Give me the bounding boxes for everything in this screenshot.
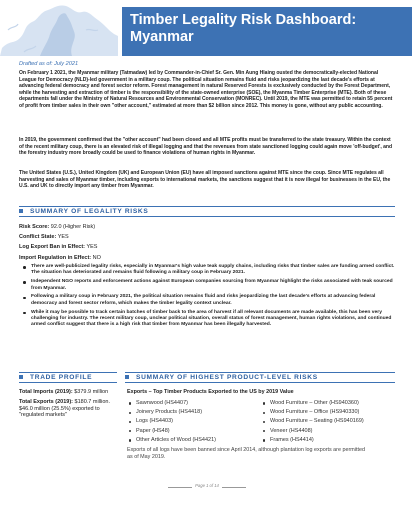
section-marker-icon bbox=[125, 375, 129, 379]
footer-divider bbox=[222, 487, 246, 488]
total-exports-label: Total Exports (2019): bbox=[19, 399, 73, 406]
conflict-state-value: YES bbox=[57, 234, 69, 240]
product-label: Wood Furniture – Other (HS940360) bbox=[270, 400, 359, 406]
bullet-text: There are well-publicized legality risks, especially in Myanmar's high value teak supply chains, including risks that timber sales are funding armed conflict. The situation has deteriorated and remains fluid following a military coup in February 2021. bbox=[31, 264, 395, 276]
legality-section-header bbox=[19, 206, 395, 217]
bullet-icon bbox=[263, 402, 265, 404]
products-column-2 bbox=[263, 399, 398, 445]
total-exports bbox=[19, 399, 119, 419]
list-item bbox=[263, 436, 398, 445]
list-item bbox=[23, 310, 395, 329]
log-export-ban bbox=[19, 244, 97, 250]
legality-section-title: SUMMARY OF LEGALITY RISKS bbox=[30, 208, 149, 215]
bullet-text: Independent NGO reports and enforcement actions against European companies sourcing from Myanmar highlight the risks associated with teak sourced from Myanmar. bbox=[31, 279, 393, 291]
risk-score-value: 92.0 (Higher Risk) bbox=[50, 224, 96, 230]
products-heading: Exports – Top Timber Products Exported to the US by 2019 Value bbox=[127, 389, 294, 395]
list-item bbox=[263, 399, 398, 408]
bullet-icon bbox=[263, 430, 265, 432]
bullet-icon bbox=[263, 439, 265, 441]
bullet-text: Following a military coup in February 2021, the political situation remains fluid and risks jeopardizing the last decade's efforts at advancing federal democracy and forest sector reform, which makes the timber legality context unclear. bbox=[31, 294, 376, 306]
product-label: Joinery Products (HS4418) bbox=[136, 409, 203, 416]
product-label: Wood Furniture – Office (HS940330) bbox=[270, 409, 360, 416]
trade-section-title: TRADE PROFILE bbox=[30, 374, 93, 381]
list-item bbox=[263, 408, 398, 417]
products-column-1 bbox=[129, 399, 263, 445]
log-export-ban-label: Log Export Ban in Effect: bbox=[19, 244, 85, 250]
product-label: Frames (HS4414) bbox=[270, 436, 314, 443]
list-item bbox=[129, 436, 263, 445]
bullet-icon bbox=[129, 430, 131, 432]
products-note: Exports of all logs have been banned since April 2014, although plantation log exports are permitted as of May 2019. bbox=[127, 447, 365, 460]
myanmar-map-graphic bbox=[0, 0, 118, 56]
list-item bbox=[129, 427, 263, 436]
product-label: Other Articles of Wood (HS4421) bbox=[136, 436, 216, 443]
trade-section-header bbox=[19, 372, 117, 383]
bullet-icon bbox=[23, 312, 26, 315]
bullet-icon bbox=[23, 297, 26, 300]
trade-profile bbox=[19, 389, 119, 422]
import-regulation-label: Import Regulation in Effect: bbox=[19, 255, 92, 261]
conflict-state bbox=[19, 234, 69, 240]
list-item bbox=[23, 294, 395, 307]
intro-paragraph-2: In 2019, the government confirmed that the "other account" had been closed and all MTE profits must be transferred to the state treasury. Within the context of the recent military coup, there is an elevated risk of illegal logging and that the revenues from state sanctioned logging could again move 'off-budget', and the forestry industry more broadly could be used to finance violations of human rights in Myanmar. bbox=[19, 137, 393, 157]
bullet-icon bbox=[129, 421, 131, 423]
list-item bbox=[263, 417, 398, 426]
total-imports-value: $379.9 million bbox=[74, 389, 109, 395]
list-item bbox=[129, 417, 263, 426]
import-regulation-value: NO bbox=[92, 255, 101, 261]
list-item bbox=[129, 399, 263, 408]
bullet-icon bbox=[129, 412, 131, 414]
list-item bbox=[23, 264, 395, 277]
page-number: Page 1 of 14 bbox=[195, 483, 219, 488]
total-imports-label: Total Imports (2019): bbox=[19, 389, 73, 395]
product-label: Paper (HS48) bbox=[136, 427, 170, 434]
legality-bullet-list bbox=[23, 264, 395, 331]
list-item bbox=[263, 427, 398, 436]
total-exports-value: $180.7 million. $46.0 million (25.5%) exported to "regulated markets" bbox=[19, 399, 110, 419]
risk-score bbox=[19, 224, 95, 230]
bullet-text: While it may be possible to track certain batches of timber back to the area of harvest if all relevant documents are made available, this has been very challenging for industry. The recent military coup, unclear political situation, overall status of forest management, human rights violations, and continued armed conflict suggest that there is a high risk that timber from Myanmar has been illegally harvested. bbox=[31, 309, 392, 328]
bullet-icon bbox=[23, 281, 26, 284]
title-band bbox=[122, 7, 412, 56]
bullet-icon bbox=[263, 421, 265, 423]
intro-paragraph-1: On February 1 2021, the Myanmar military (Tatmadaw) led by Commander-in-Chief Sr. Gen. Min Aung Hlaing ousted the democratically-elected National League for Democracy (NLD)-led government in a military coup. The political situation remains fluid and risks jeopardizing the last decade's efforts at advancing federal democracy and forest sector reform. Forest management in natural Reserved Forests is exclusively conducted by the Forest Department, while the harvesting and extraction of timber is the responsibility of the state-owned enterprise (SOE), the Myanma Timber Enterprise (MTE). Both of these departments fall under the Ministry of Natural Resources and Environmental Conservation (MONREC). Until 2019, the MTE was permitted to retain 55 percent of profit from timber sales in their own "other account," estimated at more than $2 billion since 2012. This money is gone, without any public accounting. bbox=[19, 70, 393, 109]
list-item bbox=[23, 279, 395, 292]
intro-paragraph-3: The United States (U.S.), United Kingdom (UK) and European Union (EU) have all imposed sanctions against MTE since the coup. Since MTE regulates all harvesting and sales of Myanmar timber, including exports to international markets, the sanctions suggest that it is now illegal for businesses in the EU, the U.S. and UK to directly import any timber from Myanmar. bbox=[19, 170, 391, 190]
risk-score-label: Risk Score: bbox=[19, 224, 50, 230]
total-imports bbox=[19, 389, 119, 396]
drafted-date: Drafted as of: July 2021 bbox=[19, 61, 79, 67]
product-label: Logs (HS4403) bbox=[136, 418, 173, 425]
products-section-title: SUMMARY OF HIGHEST PRODUCT-LEVEL RISKS bbox=[136, 374, 318, 381]
section-marker-icon bbox=[19, 375, 23, 379]
section-marker-icon bbox=[19, 209, 23, 213]
conflict-state-label: Conflict State: bbox=[19, 234, 57, 240]
import-regulation bbox=[19, 255, 101, 261]
bullet-icon bbox=[23, 266, 26, 269]
list-item bbox=[129, 408, 263, 417]
bullet-icon bbox=[129, 402, 131, 404]
products-section-header bbox=[125, 372, 395, 383]
product-label: Sawnwood (HS4407) bbox=[136, 400, 188, 406]
page-footer bbox=[0, 483, 412, 491]
log-export-ban-value: YES bbox=[86, 244, 98, 250]
bullet-icon bbox=[129, 439, 131, 441]
bullet-icon bbox=[263, 412, 265, 414]
page-header bbox=[0, 0, 412, 56]
footer-divider bbox=[168, 487, 192, 488]
product-label: Wood Furniture – Seating (HS940169) bbox=[270, 418, 364, 425]
product-label: Veneer (HS4408) bbox=[270, 427, 313, 434]
page-title: Timber Legality Risk Dashboard: Myanmar bbox=[130, 12, 357, 45]
